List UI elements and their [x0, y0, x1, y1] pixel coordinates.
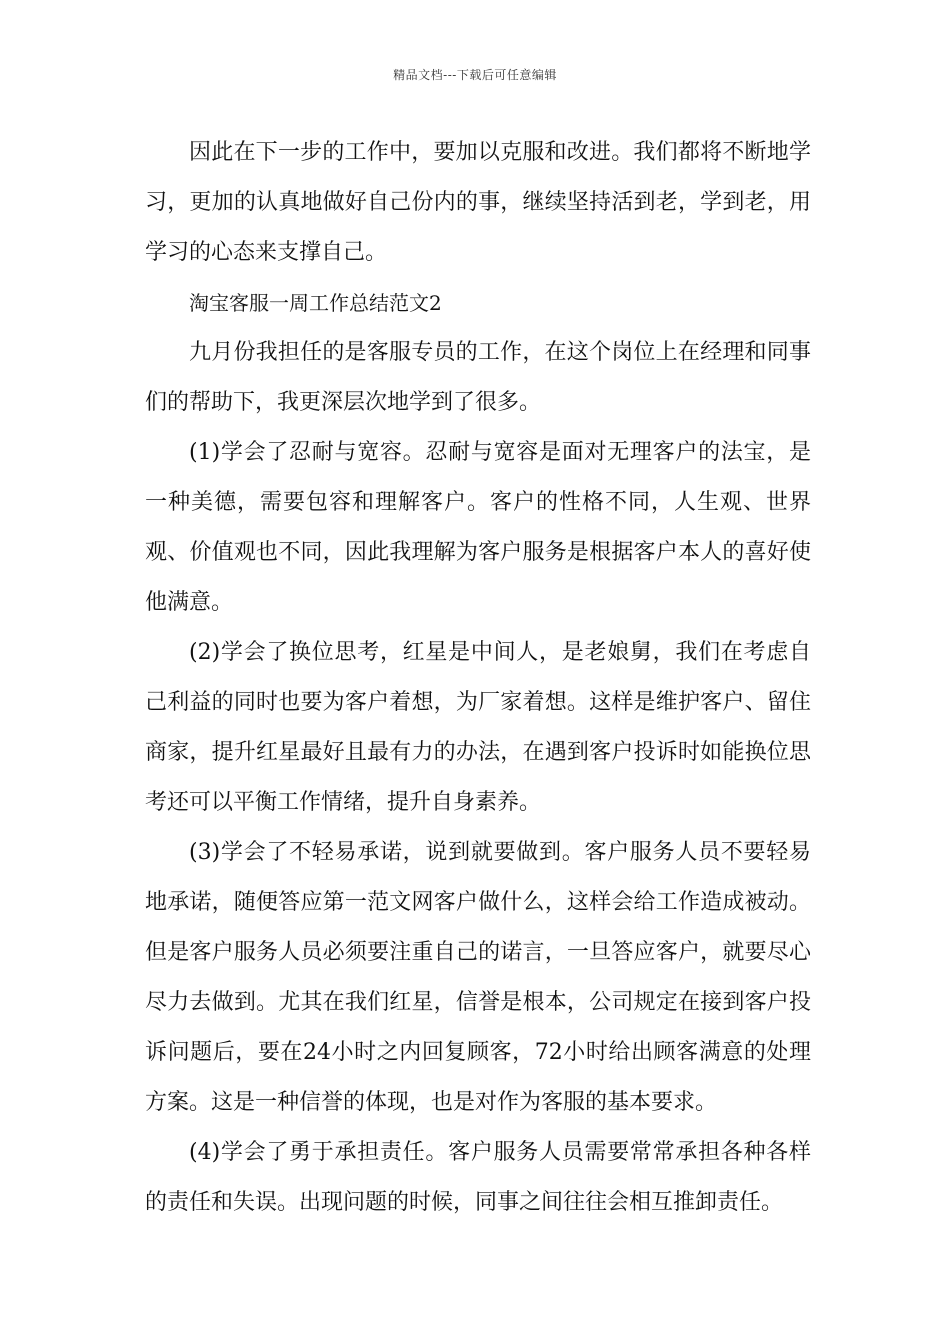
- paragraph-6: (4)学会了勇于承担责任。客户服务人员需要常常承担各种各样的责任和失误。出现问题的时候，同事之间往往会相互推卸责任。: [145, 1140, 811, 1215]
- paragraph-4: (2)学会了换位思考，红星是中间人，是老娘舅，我们在考虑自己利益的同时也要为客户着想，为厂家着想。这样是维护客户、留住商家，提升红星最好且最有力的办法，在遇到客户投诉时如能换位思考还可以平衡工作情绪，提升自身素养。: [145, 640, 811, 815]
- section-heading: 淘宝客服一周工作总结范文2: [189, 291, 442, 315]
- page-header: 精品文档---下载后可任意编辑: [393, 68, 557, 82]
- paragraph-5: (3)学会了不轻易承诺，说到就要做到。客户服务人员不要轻易地承诺，随便答应第一范文网客户做什么，这样会给工作造成被动。但是客户服务人员必须要注重自己的诺言，一旦答应客户，就要尽心尽力去做到。尤其在我们红星，信誉是根本，公司规定在接到客户投诉问题后，要在24小时之内回复顾客，72小时给出顾客满意的处理方案。这是一种信誉的体现，也是对作为客服的基本要求。: [145, 840, 811, 1115]
- document-body: [145, 128, 811, 1228]
- paragraph-1: 因此在下一步的工作中，要加以克服和改进。我们都将不断地学习，更加的认真地做好自己份内的事，继续坚持活到老，学到老，用学习的心态来支撑自己。: [145, 140, 811, 265]
- paragraph-3: (1)学会了忍耐与宽容。忍耐与宽容是面对无理客户的法宝，是一种美德，需要包容和理解客户。客户的性格不同，人生观、世界观、价值观也不同，因此我理解为客户服务是根据客户本人的喜好使他满意。: [145, 440, 811, 615]
- paragraph-2: 九月份我担任的是客服专员的工作，在这个岗位上在经理和同事们的帮助下，我更深层次地学到了很多。: [145, 340, 811, 415]
